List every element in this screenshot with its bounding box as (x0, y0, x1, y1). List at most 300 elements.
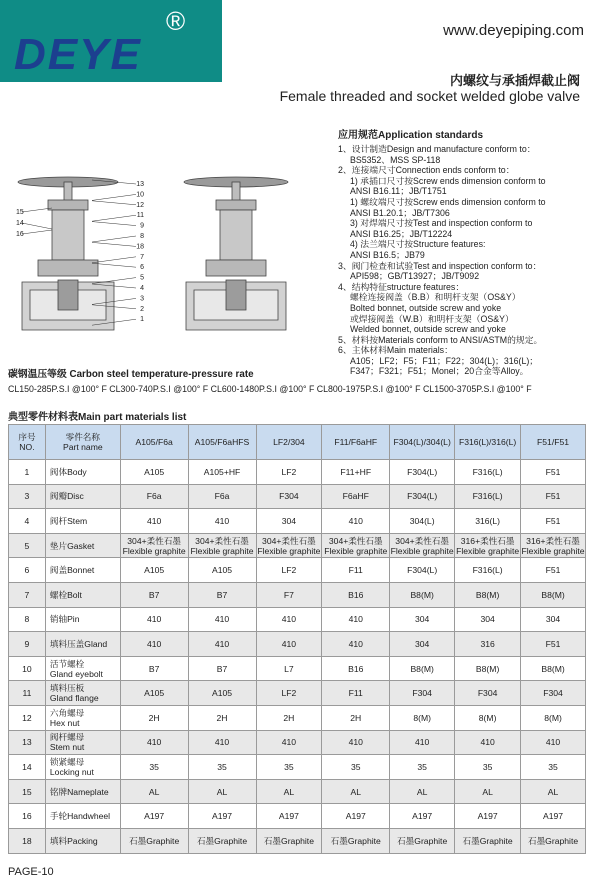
cell-text: 410 (214, 737, 230, 748)
cell-text: Flexible graphite (390, 545, 454, 556)
cell-text: F7 (283, 589, 294, 600)
cell-text: 销轴Pin (49, 614, 80, 625)
pressure-rating-values: CL150-285P.S.I @100° F CL300-740P.S.I @100° F CL600-1480P.S.I @100° F CL800-1975P.S.I @100° F CL1500-3705P.S.I @100° F (8, 384, 532, 394)
part-number: 14 (9, 755, 46, 780)
material-cell (390, 460, 455, 485)
material-cell (521, 804, 586, 829)
material-cell (120, 828, 188, 853)
part-name (45, 730, 120, 755)
callout-leader (92, 215, 136, 221)
standard-line: A105；LF2；F5；F11；F22；304(L)；316(L)； (350, 355, 539, 366)
standard-line: 2、连接端尺寸Connection ends conform to： (338, 165, 515, 176)
cell-text: F304(L)/304(L) (393, 437, 451, 447)
materials-table (8, 424, 586, 854)
material-cell (521, 607, 586, 632)
cell-text: F304 (412, 688, 432, 699)
cell-text: 410 (414, 737, 430, 748)
material-cell (256, 460, 322, 485)
table-row (9, 755, 586, 780)
cell-text: 304+柔性石墨 (127, 535, 182, 546)
cell-text: F6a (146, 491, 162, 502)
cell-text: F11+HF (340, 466, 372, 477)
material-cell (188, 558, 256, 583)
callout-number: 8 (140, 233, 144, 240)
part-name (45, 509, 120, 534)
material-cell (390, 558, 455, 583)
cell-text: 410 (348, 614, 363, 625)
cell-text: Flexible graphite (190, 545, 254, 556)
material-cell (120, 460, 188, 485)
cell-text: 304+柔性石墨 (262, 535, 316, 546)
cell-text: 8(M) (413, 712, 431, 723)
material-cell (521, 509, 586, 534)
cell-text: F51 (545, 638, 561, 649)
cell-text: B8(M) (410, 589, 434, 600)
material-cell (120, 533, 188, 558)
cell-text: F304 (543, 688, 563, 699)
cell-text: AL (350, 786, 362, 797)
material-cell (188, 460, 256, 485)
callout-number: 10 (136, 191, 144, 199)
material-cell (120, 779, 188, 804)
cell-text: F51 (545, 565, 561, 576)
standard-line: BS5352、MSS SP-118 (350, 154, 441, 165)
cell-text: 410 (281, 638, 297, 649)
cell-text: F304 (477, 688, 498, 699)
table-row (9, 730, 586, 755)
cell-text: 410 (214, 515, 230, 526)
material-cell (120, 558, 188, 583)
part-name (45, 632, 120, 657)
valve-drawing-left (18, 177, 118, 330)
standard-line: 5、材料按Materials conform to ANSI/ASTM的规定。 (338, 334, 543, 345)
cell-text: 石墨Graphite (397, 835, 448, 846)
cell-text: 316(L) (475, 515, 501, 526)
cell-text: 304 (480, 614, 495, 625)
material-cell (455, 509, 521, 534)
cell-text: 410 (146, 737, 162, 748)
cell-text: B16 (348, 663, 364, 674)
part-name (45, 558, 120, 583)
part-name (45, 705, 120, 730)
cell-text: 手轮Handwheel (49, 811, 111, 822)
material-cell (390, 804, 455, 829)
cell-text: Gland eyebolt (49, 668, 103, 679)
cell-text: AL (148, 786, 160, 797)
standard-line: API598；GB/T13927；JB/T9092 (350, 271, 480, 282)
cell-text: B8(M) (410, 663, 434, 674)
material-cell (390, 656, 455, 681)
material-cell (256, 828, 322, 853)
material-cell (521, 828, 586, 853)
cell-text: A105+HF (203, 466, 241, 477)
cell-text: 410 (146, 638, 162, 649)
material-cell (322, 460, 390, 485)
material-cell (322, 632, 390, 657)
cell-text: F316(L)/316(L) (458, 437, 517, 447)
cell-text: 410 (545, 737, 561, 748)
cell-text: F51/F51 (537, 437, 570, 447)
material-cell (322, 607, 390, 632)
cell-text: 316+柔性石墨 (460, 535, 515, 546)
material-cell (322, 755, 390, 780)
title-chinese: 内螺纹与承插焊截止阀 (449, 73, 580, 88)
material-cell (120, 681, 188, 706)
cell-text: 35 (482, 761, 493, 772)
cell-text: AL (216, 786, 228, 797)
part-name (45, 828, 120, 853)
cell-text: 410 (348, 638, 363, 649)
material-cell (256, 484, 322, 509)
cell-text: AL (416, 786, 428, 797)
cell-text: 铭牌Nameplate (49, 786, 109, 797)
standard-line: 1、设计制造Design and manufacture conform to： (338, 144, 536, 154)
material-cell (521, 705, 586, 730)
material-cell (390, 681, 455, 706)
cell-text: A197 (345, 811, 366, 822)
part-number: 16 (9, 804, 46, 829)
material-cell (521, 484, 586, 509)
cell-text: Gland flange (49, 693, 99, 704)
part-number: 15 (9, 779, 46, 804)
standard-line: 3) 对焊端尺寸按Test and inspection conform to (350, 218, 533, 229)
material-cell (256, 509, 322, 534)
callout-number: 9 (140, 222, 144, 230)
standard-line: 1) 螺纹端尺寸按Screw ends dimension conform to (350, 196, 546, 207)
cell-text: F11/F6aHF (334, 437, 378, 447)
cell-text: 垫片Gasket (49, 540, 95, 551)
material-cell (120, 705, 188, 730)
part-number: 10 (9, 656, 46, 681)
standard-line: 1) 承插口尺寸按Screw ends dimension conform to (350, 175, 546, 186)
table-row (9, 509, 586, 534)
material-cell (521, 632, 586, 657)
material-cell (322, 804, 390, 829)
cell-text: 410 (214, 638, 230, 649)
column-header (521, 425, 586, 460)
material-cell (390, 582, 455, 607)
material-cell (256, 607, 322, 632)
material-cell (256, 558, 322, 583)
callout-leader (92, 242, 136, 246)
material-cell (188, 607, 256, 632)
cell-text: 石墨Graphite (527, 835, 579, 846)
material-cell (455, 681, 521, 706)
material-cell (455, 607, 521, 632)
cell-text: 304 (414, 638, 430, 649)
cell-text: 410 (348, 737, 363, 748)
cell-text: A197 (543, 811, 564, 822)
standard-line: ANSI B16.25；JB/T12224 (350, 228, 453, 239)
table-row (9, 533, 586, 558)
callout-number: 18 (136, 243, 144, 251)
title-english: Female threaded and socket welded globe valve (279, 88, 580, 104)
cell-text: 304(L) (409, 515, 435, 526)
cell-text: 2H (148, 712, 160, 723)
column-header (455, 425, 521, 460)
callout-leader (92, 257, 136, 263)
cell-text: F304 (279, 491, 299, 502)
table-row (9, 632, 586, 657)
material-cell (322, 779, 390, 804)
part-name (45, 607, 120, 632)
table-row (9, 558, 586, 583)
material-cell (455, 533, 521, 558)
material-cell (322, 484, 390, 509)
standard-line: Welded bonnet, outside screw and yoke (350, 324, 506, 335)
standard-line: Bolted bonnet, outside screw and yoke (350, 302, 502, 313)
table-row (9, 705, 586, 730)
material-cell (120, 656, 188, 681)
callout-leader (92, 263, 136, 267)
cell-text: A105 (144, 466, 165, 477)
cell-text: B7 (148, 589, 160, 600)
part-number: 12 (9, 705, 46, 730)
registered-mark: ® (166, 6, 186, 36)
cell-text: 316+柔性石墨 (526, 535, 580, 546)
cell-text: 阀体Body (49, 466, 87, 477)
brand-logo: DEYE (14, 30, 142, 79)
material-cell (256, 779, 322, 804)
cell-text: A197 (477, 811, 498, 822)
material-cell (188, 484, 256, 509)
standard-line: ANSI B16.11；JB/T1751 (350, 186, 447, 197)
callout-number: 2 (140, 305, 144, 313)
cell-text: LF2/304 (273, 437, 305, 447)
cell-text: AL (482, 786, 493, 797)
material-cell (390, 779, 455, 804)
callout-leader (92, 194, 136, 200)
material-cell (521, 460, 586, 485)
cell-text: NO. (19, 442, 35, 452)
cell-text: A105 (144, 688, 165, 699)
cell-text: 锁紧螺母 (49, 756, 85, 767)
material-cell (521, 533, 586, 558)
material-cell (455, 779, 521, 804)
cell-text: A105 (212, 688, 233, 699)
material-cell (120, 730, 188, 755)
callout-number: 6 (140, 264, 144, 272)
material-cell (120, 509, 188, 534)
cell-text: A105/F6a (135, 437, 173, 447)
cell-text: 8(M) (544, 712, 562, 723)
cell-text: 35 (149, 761, 159, 772)
cell-text: 304 (414, 614, 430, 625)
material-cell (256, 533, 322, 558)
cell-text: LF2 (281, 565, 297, 576)
standard-line: F347；F321；F51；Monel；20合金等Alloy。 (350, 366, 529, 377)
material-cell (390, 607, 455, 632)
table-header-row (9, 425, 586, 460)
cell-text: B7 (148, 663, 160, 674)
cell-text: 石墨Graphite (263, 835, 314, 846)
cell-text: A197 (412, 811, 433, 822)
column-header (45, 425, 120, 460)
cell-text: LF2 (281, 466, 297, 477)
cell-text: A105/F6aHFS (194, 437, 250, 447)
material-cell (256, 755, 322, 780)
material-cell (322, 582, 390, 607)
material-cell (521, 755, 586, 780)
part-name (45, 582, 120, 607)
cell-text: 阀盖Bonnet (49, 565, 95, 576)
cell-text: 410 (146, 515, 162, 526)
cell-text: 35 (217, 761, 227, 772)
cell-text: F51 (545, 466, 561, 477)
cell-text: 零件名称 (65, 432, 100, 442)
cell-text: A197 (278, 811, 299, 822)
left-callouts (16, 208, 52, 238)
cell-text: B8(M) (541, 589, 565, 600)
cell-text: Flexible graphite (456, 545, 520, 556)
cell-text: 2H (283, 712, 295, 723)
material-cell (521, 730, 586, 755)
cell-text: 序号 (18, 432, 36, 442)
cell-text: F51 (545, 515, 561, 526)
part-number: 4 (9, 509, 46, 534)
cell-text: A197 (144, 811, 165, 822)
material-cell (322, 730, 390, 755)
table-row (9, 484, 586, 509)
callout-number: 16 (16, 231, 24, 238)
material-cell (455, 705, 521, 730)
part-number: 3 (9, 484, 46, 509)
standard-line: ANSI B16.5；JB79 (350, 249, 425, 260)
cell-text: B8(M) (475, 663, 500, 674)
cell-text: 8(M) (478, 712, 497, 723)
cell-text: 410 (146, 614, 162, 625)
material-cell (188, 779, 256, 804)
material-cell (188, 533, 256, 558)
material-cell (188, 632, 256, 657)
callout-leader (92, 201, 136, 205)
standard-line: 4) 法兰端尺寸按Structure features: (350, 239, 486, 250)
right-callouts (92, 180, 144, 325)
cell-text: Flexible graphite (521, 545, 585, 556)
cell-text: Stem nut (49, 742, 85, 753)
cell-text: 2H (216, 712, 228, 723)
cell-text: 35 (350, 761, 361, 772)
material-cell (390, 730, 455, 755)
part-number: 11 (9, 681, 46, 706)
materials-table-title: 典型零件材料表Main part materials list (8, 412, 187, 423)
table-row (9, 582, 586, 607)
material-cell (322, 681, 390, 706)
application-standards-heading: 应用规范Application standards (338, 130, 484, 141)
cell-text: Part name (62, 442, 103, 452)
part-name (45, 681, 120, 706)
material-cell (120, 804, 188, 829)
callout-number: 14 (16, 220, 24, 227)
column-header (9, 425, 46, 460)
application-standards-list (338, 144, 588, 377)
material-cell (256, 582, 322, 607)
material-cell (322, 533, 390, 558)
material-cell (521, 582, 586, 607)
page-number: PAGE-10 (8, 866, 54, 878)
material-cell (390, 755, 455, 780)
cell-text: B8(M) (475, 589, 500, 600)
column-header (390, 425, 455, 460)
cell-text: 316 (480, 638, 495, 649)
column-header (188, 425, 256, 460)
cell-text: LF2 (281, 688, 297, 699)
cell-text: Hex nut (49, 717, 80, 728)
part-name (45, 533, 120, 558)
material-cell (256, 705, 322, 730)
material-cell (521, 681, 586, 706)
cell-text: F6aHF (342, 491, 369, 502)
cell-text: A197 (212, 811, 233, 822)
callout-number: 15 (16, 209, 24, 216)
material-cell (455, 755, 521, 780)
cell-text: F51 (545, 491, 561, 502)
callout-number: 7 (140, 253, 144, 261)
material-cell (256, 681, 322, 706)
cell-text: 阀杆螺母 (49, 732, 85, 743)
material-cell (188, 755, 256, 780)
standard-line: 4、结构特征structure features： (338, 281, 465, 292)
cell-text: A105 (144, 565, 165, 576)
callout-number: 13 (136, 181, 144, 188)
standard-line: 螺栓连接阀盖（B.B）和明杆支架（OS&Y） (350, 292, 521, 303)
callout-number: 1 (140, 316, 144, 324)
callout-number: 3 (140, 295, 144, 303)
callout-leader (22, 223, 52, 229)
part-name (45, 460, 120, 485)
cell-text: 410 (281, 737, 297, 748)
material-cell (521, 779, 586, 804)
part-number: 6 (9, 558, 46, 583)
material-cell (455, 484, 521, 509)
material-cell (120, 607, 188, 632)
pressure-rating-label: 碳钢温压等级 Carbon steel temperature-pressure rate (8, 369, 254, 380)
material-cell (390, 705, 455, 730)
cell-text: F11 (348, 688, 363, 699)
table-row (9, 779, 586, 804)
part-number: 5 (9, 533, 46, 558)
cell-text: Flexible graphite (324, 545, 388, 556)
valve-drawing-right (184, 177, 288, 330)
material-cell (390, 533, 455, 558)
cell-text: F316(L) (472, 565, 503, 576)
material-cell (322, 509, 390, 534)
cell-text: 石墨Graphite (462, 835, 513, 846)
cell-text: 35 (548, 761, 558, 772)
cell-text: 410 (214, 614, 230, 625)
cell-text: F304(L) (407, 565, 438, 576)
cell-text: 35 (417, 761, 427, 772)
cell-text: B7 (216, 663, 228, 674)
cell-text: A105 (212, 565, 233, 576)
callout-leader (92, 236, 136, 242)
callout-leader (92, 222, 136, 226)
website-url[interactable]: www.deyepiping.com (443, 22, 584, 39)
material-cell (390, 632, 455, 657)
part-name (45, 656, 120, 681)
cell-text: 阀杆Stem (49, 515, 88, 526)
cell-text: 304+柔性石墨 (195, 535, 249, 546)
cell-text: 304 (281, 515, 297, 526)
cell-text: 410 (480, 737, 495, 748)
table-row (9, 828, 586, 853)
standard-line: 6、主体材料Main materials： (338, 345, 453, 356)
cell-text: 304+柔性石墨 (395, 535, 450, 546)
part-name (45, 804, 120, 829)
material-cell (256, 656, 322, 681)
cell-text: F11 (348, 565, 363, 576)
cell-text: 活节螺栓 (49, 658, 85, 669)
